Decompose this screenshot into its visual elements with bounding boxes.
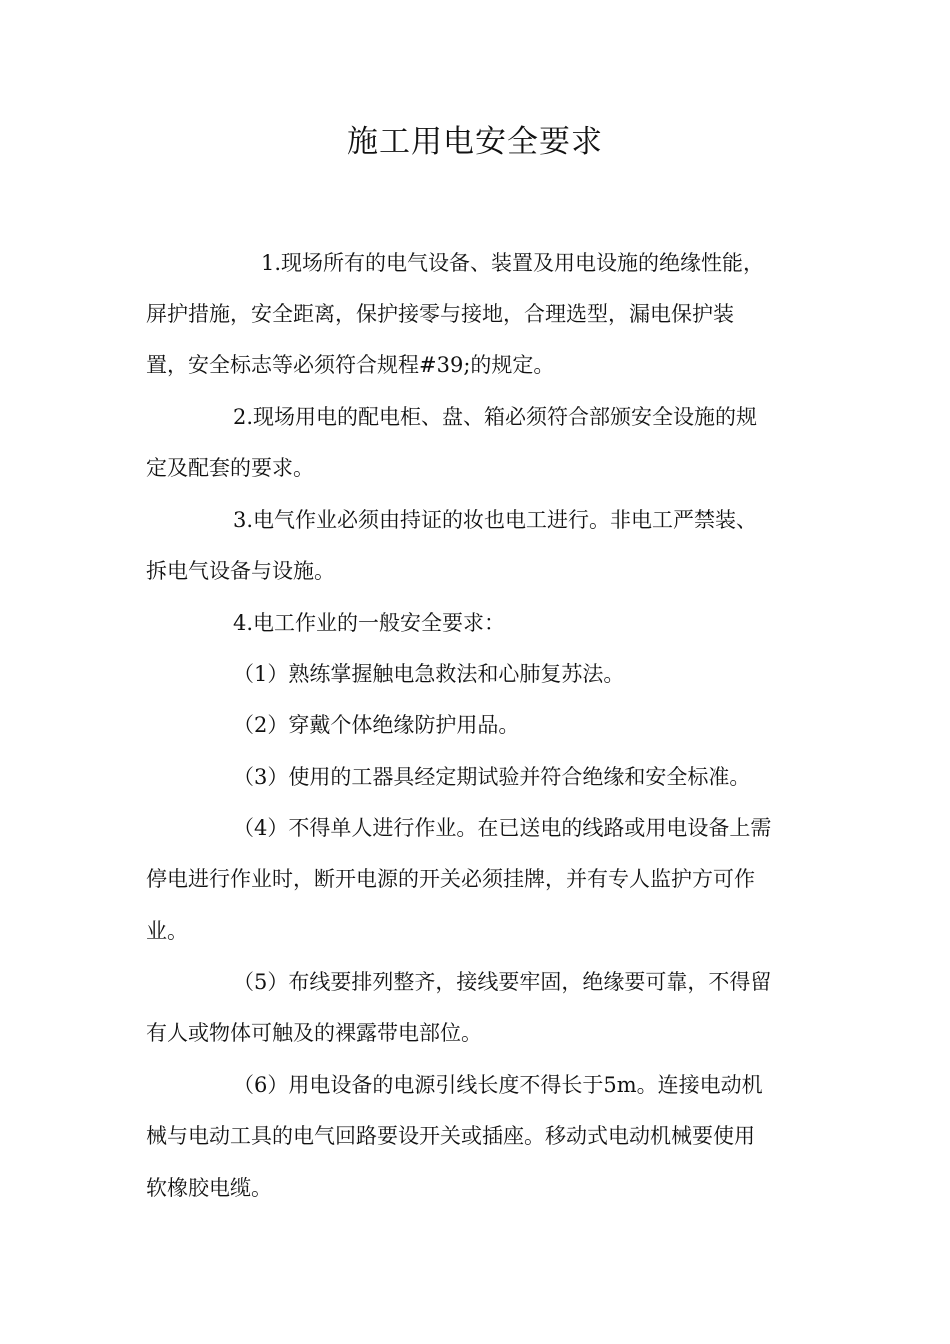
document-title: 施工用电安全要求: [347, 124, 603, 160]
list-item-3: （3）使用的工器具经定期试验并符合绝缘和安全标准。: [233, 765, 751, 789]
paragraph-1-line-3: 置，安全标志等必须符合规程#39;的规定。: [146, 353, 555, 377]
list-item-5-line-2: 有人或物体可触及的裸露带电部位。: [146, 1021, 482, 1045]
paragraph-3-line-1: 3.电气作业必须由持证的妆也电工进行。非电工严禁装、: [233, 508, 758, 532]
list-item-5-line-1: （5）布线要排列整齐，接线要牢固，绝缘要可靠，不得留: [233, 970, 772, 994]
paragraph-3-line-2: 拆电气设备与设施。: [146, 559, 335, 583]
paragraph-1-line-1: 1.现场所有的电气设备、装置及用电设施的绝缘性能，: [261, 251, 765, 275]
list-item-4-line-2: 停电进行作业时，断开电源的开关必须挂牌，并有专人监护方可作: [146, 867, 755, 891]
paragraph-4-heading: 4.电工作业的一般安全要求：: [233, 611, 506, 635]
paragraph-2-line-1: 2.现场用电的配电柜、盘、箱必须符合部颁安全设施的规: [233, 405, 758, 429]
list-item-4-line-3: 业。: [146, 919, 188, 943]
list-item-4-line-1: （4）不得单人进行作业。在已送电的线路或用电设备上需: [233, 816, 772, 840]
list-item-1: （1）熟练掌握触电急救法和心肺复苏法。: [233, 662, 625, 686]
list-item-2: （2）穿戴个体绝缘防护用品。: [233, 713, 520, 737]
list-item-6-line-3: 软橡胶电缆。: [146, 1176, 272, 1200]
paragraph-2-line-2: 定及配套的要求。: [146, 456, 314, 480]
list-item-6-line-1: （6）用电设备的电源引线长度不得长于5m。连接电动机: [233, 1073, 763, 1097]
list-item-6-line-2: 械与电动工具的电气回路要设开关或插座。移动式电动机械要使用: [146, 1124, 755, 1148]
paragraph-1-line-2: 屏护措施，安全距离，保护接零与接地，合理选型，漏电保护装: [146, 302, 734, 326]
